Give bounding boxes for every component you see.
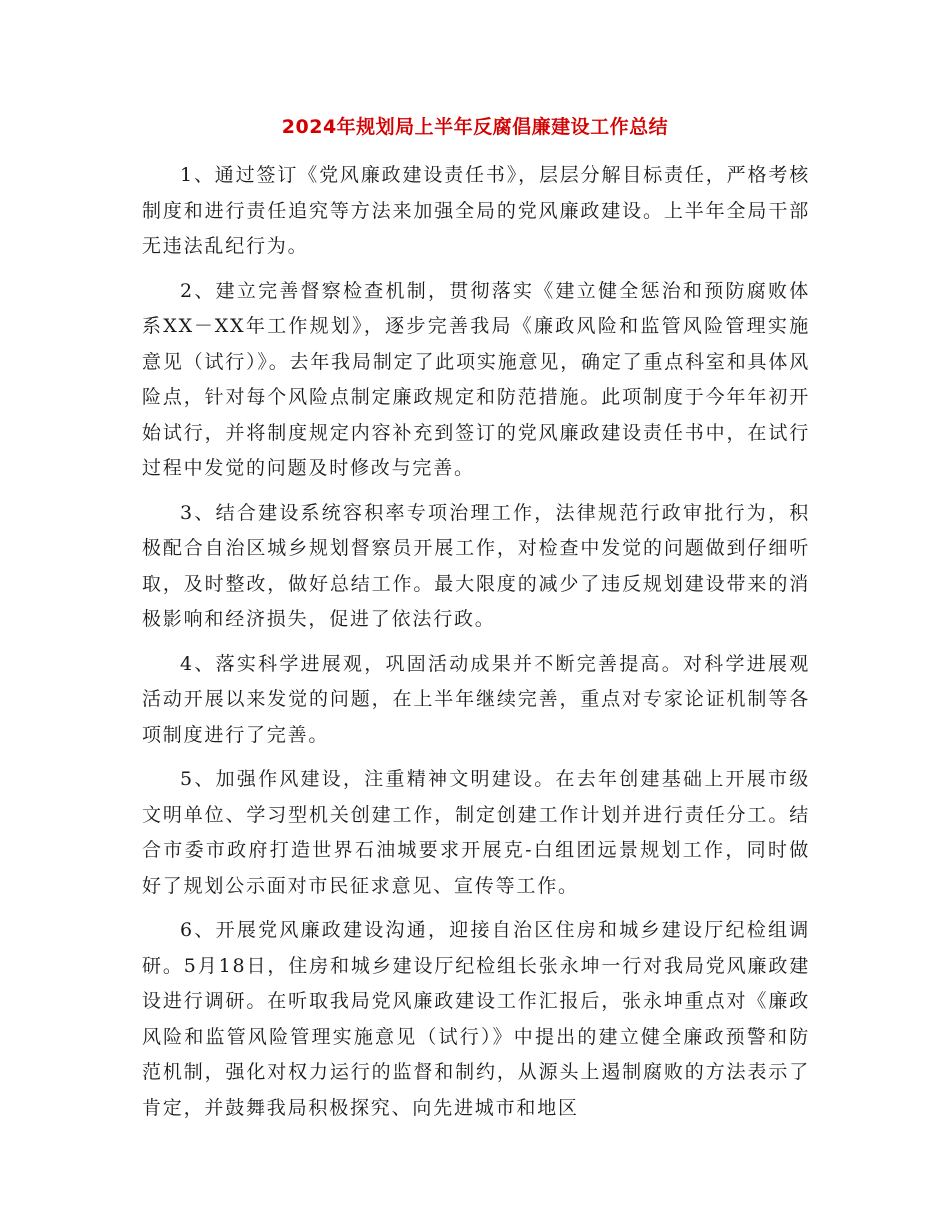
paragraph-2: 2、建立完善督察检查机制，贯彻落实《建立健全惩治和预防腐败体系XX－XX年工作规划》，逐步完善我局《廉政风险和监管风险管理实施意见（试行）》。去年我局制定了此项实施意见，确定了重点科室和具体风险点，针对每个风险点制定廉政规定和防范措施。此项制度于今年年初开始试行，并将制度规定内容补充到签订的党风廉政建设责任书中，在试行过程中发觉的问题及时修改与完善。 [142, 279, 810, 479]
document-title: 2024年规划局上半年反腐倡廉建设工作总结 [281, 116, 669, 138]
paragraph-3: 3、结合建设系统容积率专项治理工作，法律规范行政审批行为，积极配合自治区城乡规划督察员开展工作，对检查中发觉的问题做到仔细听取，及时整改，做好总结工作。最大限度的减少了违反规划建设带来的消极影响和经济损失，促进了依法行政。 [142, 501, 810, 630]
paragraph-5: 5、加强作风建设，注重精神文明建设。在去年创建基础上开展市级文明单位、学习型机关创建工作，制定创建工作计划并进行责任分工。结合市委市政府打造世界石油城要求开展克-白组团远景规划工作，同时做好了规划公示面对市民征求意见、宣传等工作。 [142, 768, 810, 897]
document-body [142, 158, 810, 1135]
paragraph-6: 6、开展党风廉政建设沟通，迎接自治区住房和城乡建设厅纪检组调研。5月18日，住房和城乡建设厅纪检组长张永坤一行对我局党风廉政建设进行调研。在听取我局党风廉政建设工作汇报后，张永坤重点对《廉政风险和监管风险管理实施意见（试行）》中提出的建立健全廉政预警和防范机制，强化对权力运行的监督和制约，从源头上遏制腐败的方法表示了肯定，并鼓舞我局积极探究、向先进城市和地区 [142, 919, 810, 1119]
paragraph-1: 1、通过签订《党风廉政建设责任书》，层层分解目标责任，严格考核制度和进行责任追究等方法来加强全局的党风廉政建设。上半年全局干部无违法乱纪行为。 [142, 164, 810, 257]
paragraph-4: 4、落实科学进展观，巩固活动成果并不断完善提高。对科学进展观活动开展以来发觉的问题，在上半年继续完善，重点对专家论证机制等各项制度进行了完善。 [142, 652, 810, 746]
